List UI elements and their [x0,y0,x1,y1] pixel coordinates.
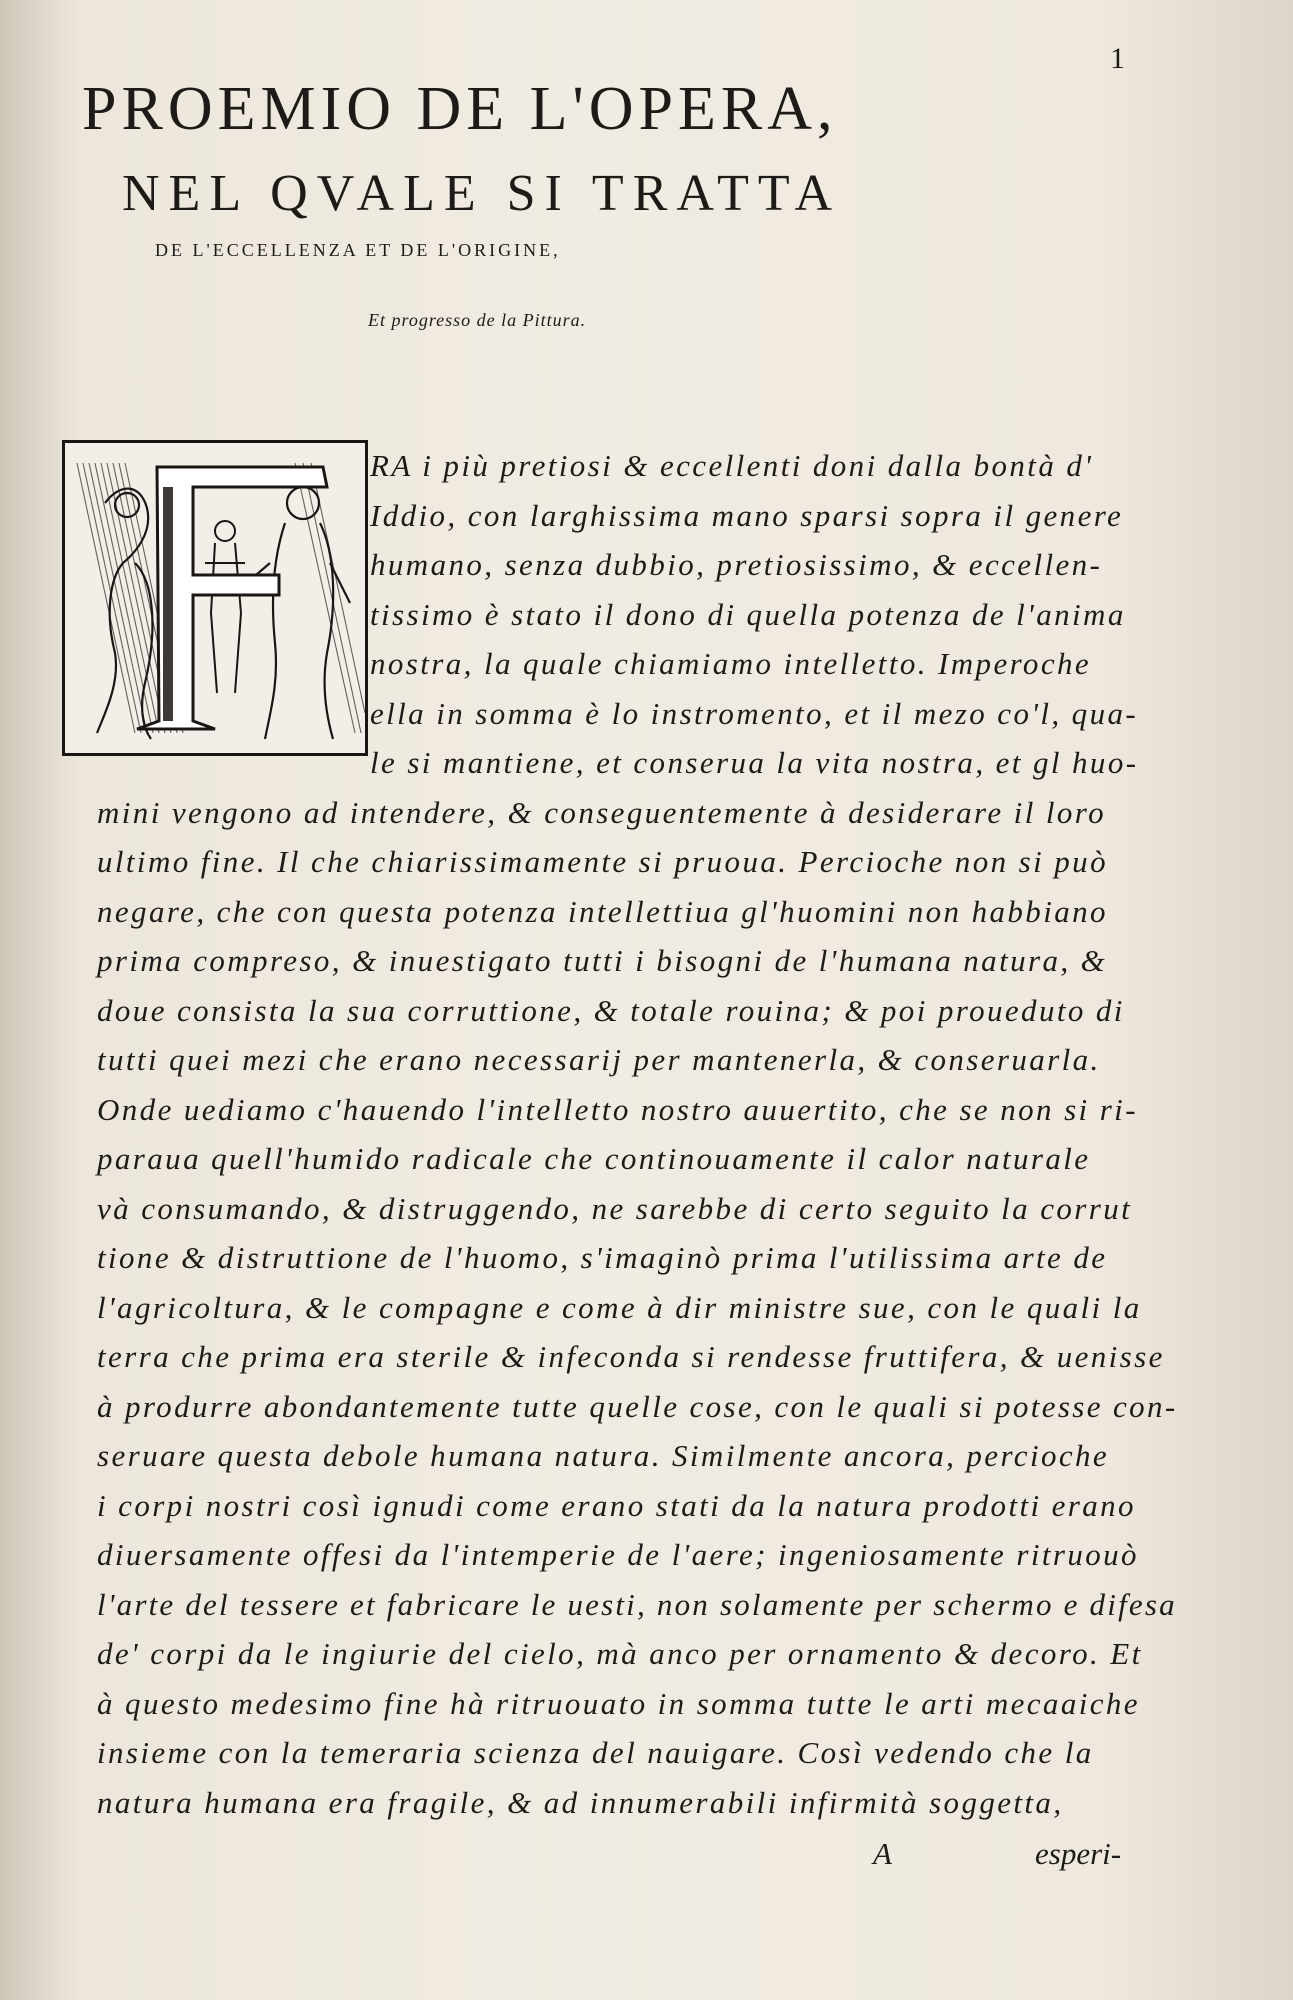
text-line: prima compreso, & inuestigato tutti i bisogni de l'humana natura, & [97,943,1108,978]
signature-mark: A [873,1836,892,1871]
text-line: natura humana era fragile, & ad innumerabili infirmità soggetta, [97,1784,1064,1820]
page-number: 1 [1110,42,1125,75]
text-line: tione & distruttione de l'huomo, s'imaginò prima l'utilissima arte de [97,1240,1108,1275]
text-line: ella in somma è lo instromento, et il mezo co'l, qua- [370,695,1139,731]
text-line: và consumando, & distruggendo, ne sarebbe di certo seguito la corrut [97,1190,1133,1226]
title-line-1: PROEMIO DE L'OPERA, [82,75,838,143]
text-line: l'arte del tessere et fabricare le uesti, non solamente per schermo e difesa [97,1586,1177,1622]
text-line: terra che prima era sterile & infeconda si rendesse fruttifera, & uenisse [97,1339,1165,1374]
text-line: humano, senza dubbio, pretiosissimo, & eccellen- [370,547,1103,582]
title-line-3: DE L'ECCELLENZA ET DE L'ORIGINE, [155,240,561,260]
text-line: nostra, la quale chiamiamo intelletto. Imperoche [370,646,1092,681]
text-line: insieme con la temeraria scienza del nauigare. Così vedendo che la [97,1735,1094,1770]
title-line-2: NEL QVALE SI TRATTA [122,165,842,222]
text-line: de' corpi da le ingiurie del cielo, mà anco per ornamento & decoro. Et [97,1636,1143,1671]
text-line: i corpi nostri così ignudi come erano stati da la natura prodotti erano [97,1487,1136,1523]
text-line: tissimo è stato il dono di quella potenza de l'anima [370,596,1126,632]
text-line: ultimo fine. Il che chiarissimamente si pruoua. Percioche non si può [97,844,1108,879]
catchword: esperi- [1035,1836,1122,1871]
text-line: diuersamente offesi da l'intemperie de l'aere; ingeniosamente ritruouò [97,1537,1139,1572]
title-line-4: Et progresso de la Pittura. [368,310,587,330]
text-line: Onde uediamo c'hauendo l'intelletto nostro auuertito, che se non si ri- [97,1091,1138,1127]
woodcut-initial-icon [62,440,368,756]
text-line: RA i più pretiosi & eccellenti doni dalla bontà d' [370,448,1094,483]
text-line: à produrre abondantemente tutte quelle cose, con le quali si potesse con- [97,1388,1178,1424]
text-line: seruare questa debole humana natura. Similmente ancora, percioche [97,1438,1110,1473]
text-line: doue consista la sua corruttione, & totale rouina; & poi proueduto di [97,992,1125,1028]
text-line: l'agricoltura, & le compagne e come à dir ministre sue, con le quali la [97,1289,1142,1325]
text-line: paraua quell'humido radicale che continouamente il calor naturale [97,1141,1091,1176]
text-line: negare, che con questa potenza intellettiua gl'huomini non habbiano [97,893,1108,929]
text-line: mini vengono ad intendere, & conseguentemente à desiderare il loro [97,794,1106,830]
text-line: le si mantiene, et conserua la vita nostra, et gl huo- [370,745,1139,780]
text-line: tutti quei mezi che erano necessarij per mantenerla, & conseruarla. [97,1042,1101,1077]
text-line: à questo medesimo fine hà ritruouato in somma tutte le arti mecaaiche [97,1685,1140,1721]
text-line: Iddio, con larghissima mano sparsi sopra il genere [370,497,1124,533]
